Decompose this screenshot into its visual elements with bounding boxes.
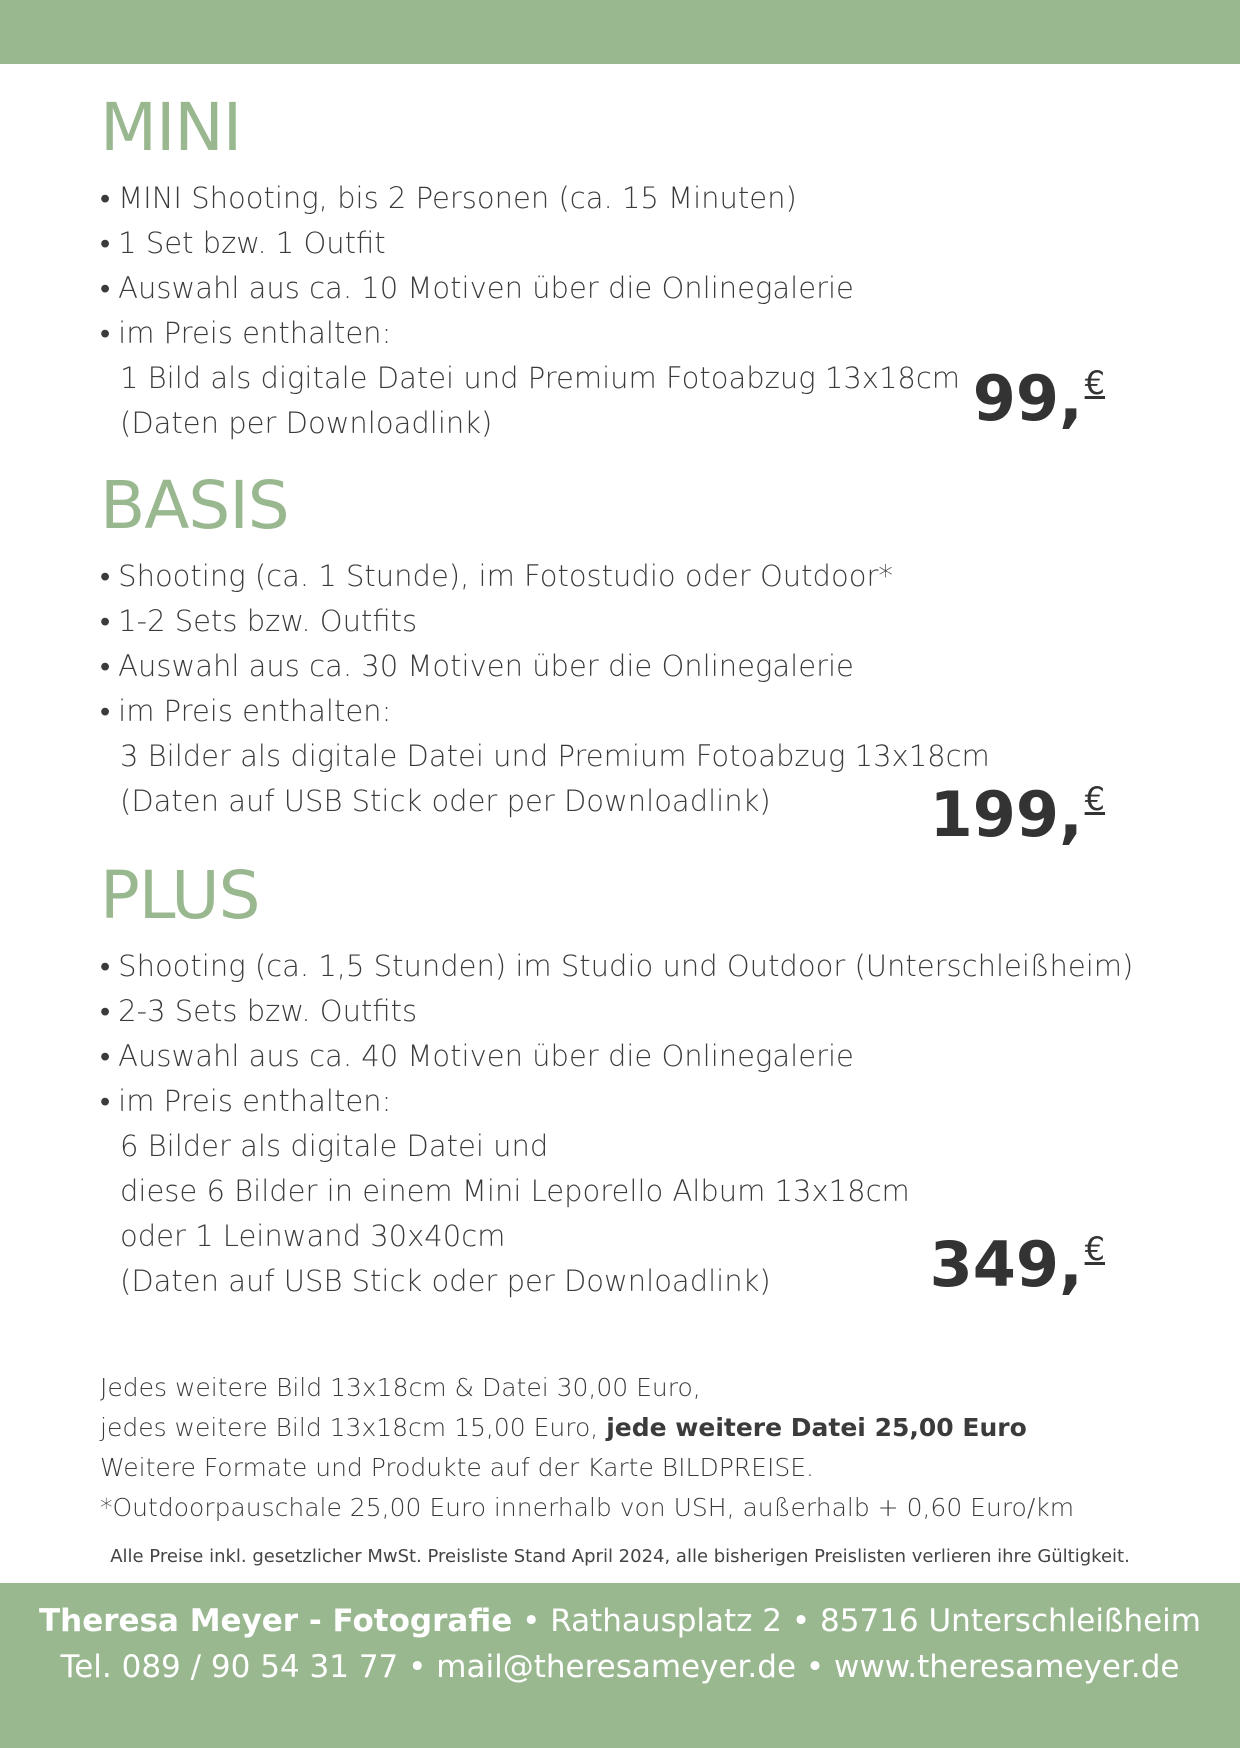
- price-amount: 99,: [972, 362, 1083, 435]
- contact-footer: [0, 1583, 1240, 1748]
- feature-line: • MINI Shooting, bis 2 Personen (ca. 15 Minuten): [100, 176, 1140, 221]
- note-line: Jedes weitere Bild 13x18cm & Datei 30,00 Euro,: [100, 1373, 701, 1402]
- feature-line: • Auswahl aus ca. 30 Motiven über die Onlinegalerie: [100, 644, 1140, 689]
- business-address: • Rathausplatz 2 • 85716 Unterschleißheim: [522, 1603, 1201, 1639]
- feature-detail: oder 1 Leinwand 30x40cm: [120, 1219, 506, 1253]
- feature-line: • 1-2 Sets bzw. Outfits: [100, 599, 1140, 644]
- top-color-band: [0, 0, 1240, 64]
- feature-line: • Shooting (ca. 1,5 Stunden) im Studio und Outdoor (Unterschleißheim): [100, 944, 1140, 989]
- feature-line: • Auswahl aus ca. 40 Motiven über die Onlinegalerie: [100, 1034, 1140, 1079]
- footer-contact-row: Tel. 089 / 90 54 31 77 • mail@theresameyer.de • www.theresameyer.de: [60, 1649, 1180, 1685]
- feature-line: • im Preis enthalten:: [100, 311, 1140, 356]
- note-bold-text: jede weitere Datei 25,00 Euro: [606, 1413, 1027, 1442]
- package-title: MINI: [100, 89, 242, 166]
- price-basis: [930, 778, 1105, 851]
- package-basis: [100, 467, 1140, 824]
- note-line: *Outdoorpauschale 25,00 Euro innerhalb von USH, außerhalb + 0,60 Euro/km: [100, 1493, 1075, 1522]
- feature-line: • Auswahl aus ca. 10 Motiven über die Onlinegalerie: [100, 266, 1140, 311]
- feature-detail: diese 6 Bilder in einem Mini Leporello Album 13x18cm: [120, 1174, 910, 1208]
- feature-line: • im Preis enthalten:: [100, 689, 1140, 734]
- price-plus: [930, 1228, 1105, 1301]
- feature-line: • 2-3 Sets bzw. Outfits: [100, 989, 1140, 1034]
- currency-symbol: €: [1084, 364, 1105, 402]
- price-disclaimer: Alle Preise inkl. gesetzlicher MwSt. Preisliste Stand April 2024, alle bisherigen Preislisten verlieren ihre Gültigkeit.: [110, 1546, 1130, 1567]
- price-amount: 349,: [929, 1228, 1083, 1301]
- currency-symbol: €: [1084, 1230, 1105, 1268]
- currency-symbol: €: [1084, 780, 1105, 818]
- footer-address-row: [0, 1598, 1240, 1644]
- additional-pricing-notes: [100, 1368, 1074, 1528]
- note-line: [100, 1408, 1074, 1448]
- feature-detail: (Daten auf USB Stick oder per Downloadlink): [120, 784, 771, 818]
- feature-detail: 3 Bilder als digitale Datei und Premium Fotoabzug 13x18cm: [120, 739, 990, 773]
- feature-detail: 1 Bild als digitale Datei und Premium Fotoabzug 13x18cm: [120, 361, 961, 395]
- note-line: Weitere Formate und Produkte auf der Karte BILDPREISE.: [100, 1453, 814, 1482]
- package-title: BASIS: [100, 467, 289, 544]
- business-name: Theresa Meyer - Fotografie: [38, 1603, 513, 1639]
- price-mini: [973, 362, 1105, 435]
- note-text: jedes weitere Bild 13x18cm 15,00 Euro,: [100, 1413, 599, 1442]
- feature-detail: (Daten per Downloadlink): [120, 406, 493, 440]
- package-title: PLUS: [100, 857, 260, 934]
- feature-detail: 6 Bilder als digitale Datei und: [120, 1129, 549, 1163]
- price-amount: 199,: [929, 778, 1083, 851]
- feature-detail: (Daten auf USB Stick oder per Downloadlink): [120, 1264, 771, 1298]
- feature-line: • im Preis enthalten:: [100, 1079, 1140, 1124]
- feature-line: • 1 Set bzw. 1 Outfit: [100, 221, 1140, 266]
- feature-line: • Shooting (ca. 1 Stunde), im Fotostudio oder Outdoor*: [100, 554, 1140, 599]
